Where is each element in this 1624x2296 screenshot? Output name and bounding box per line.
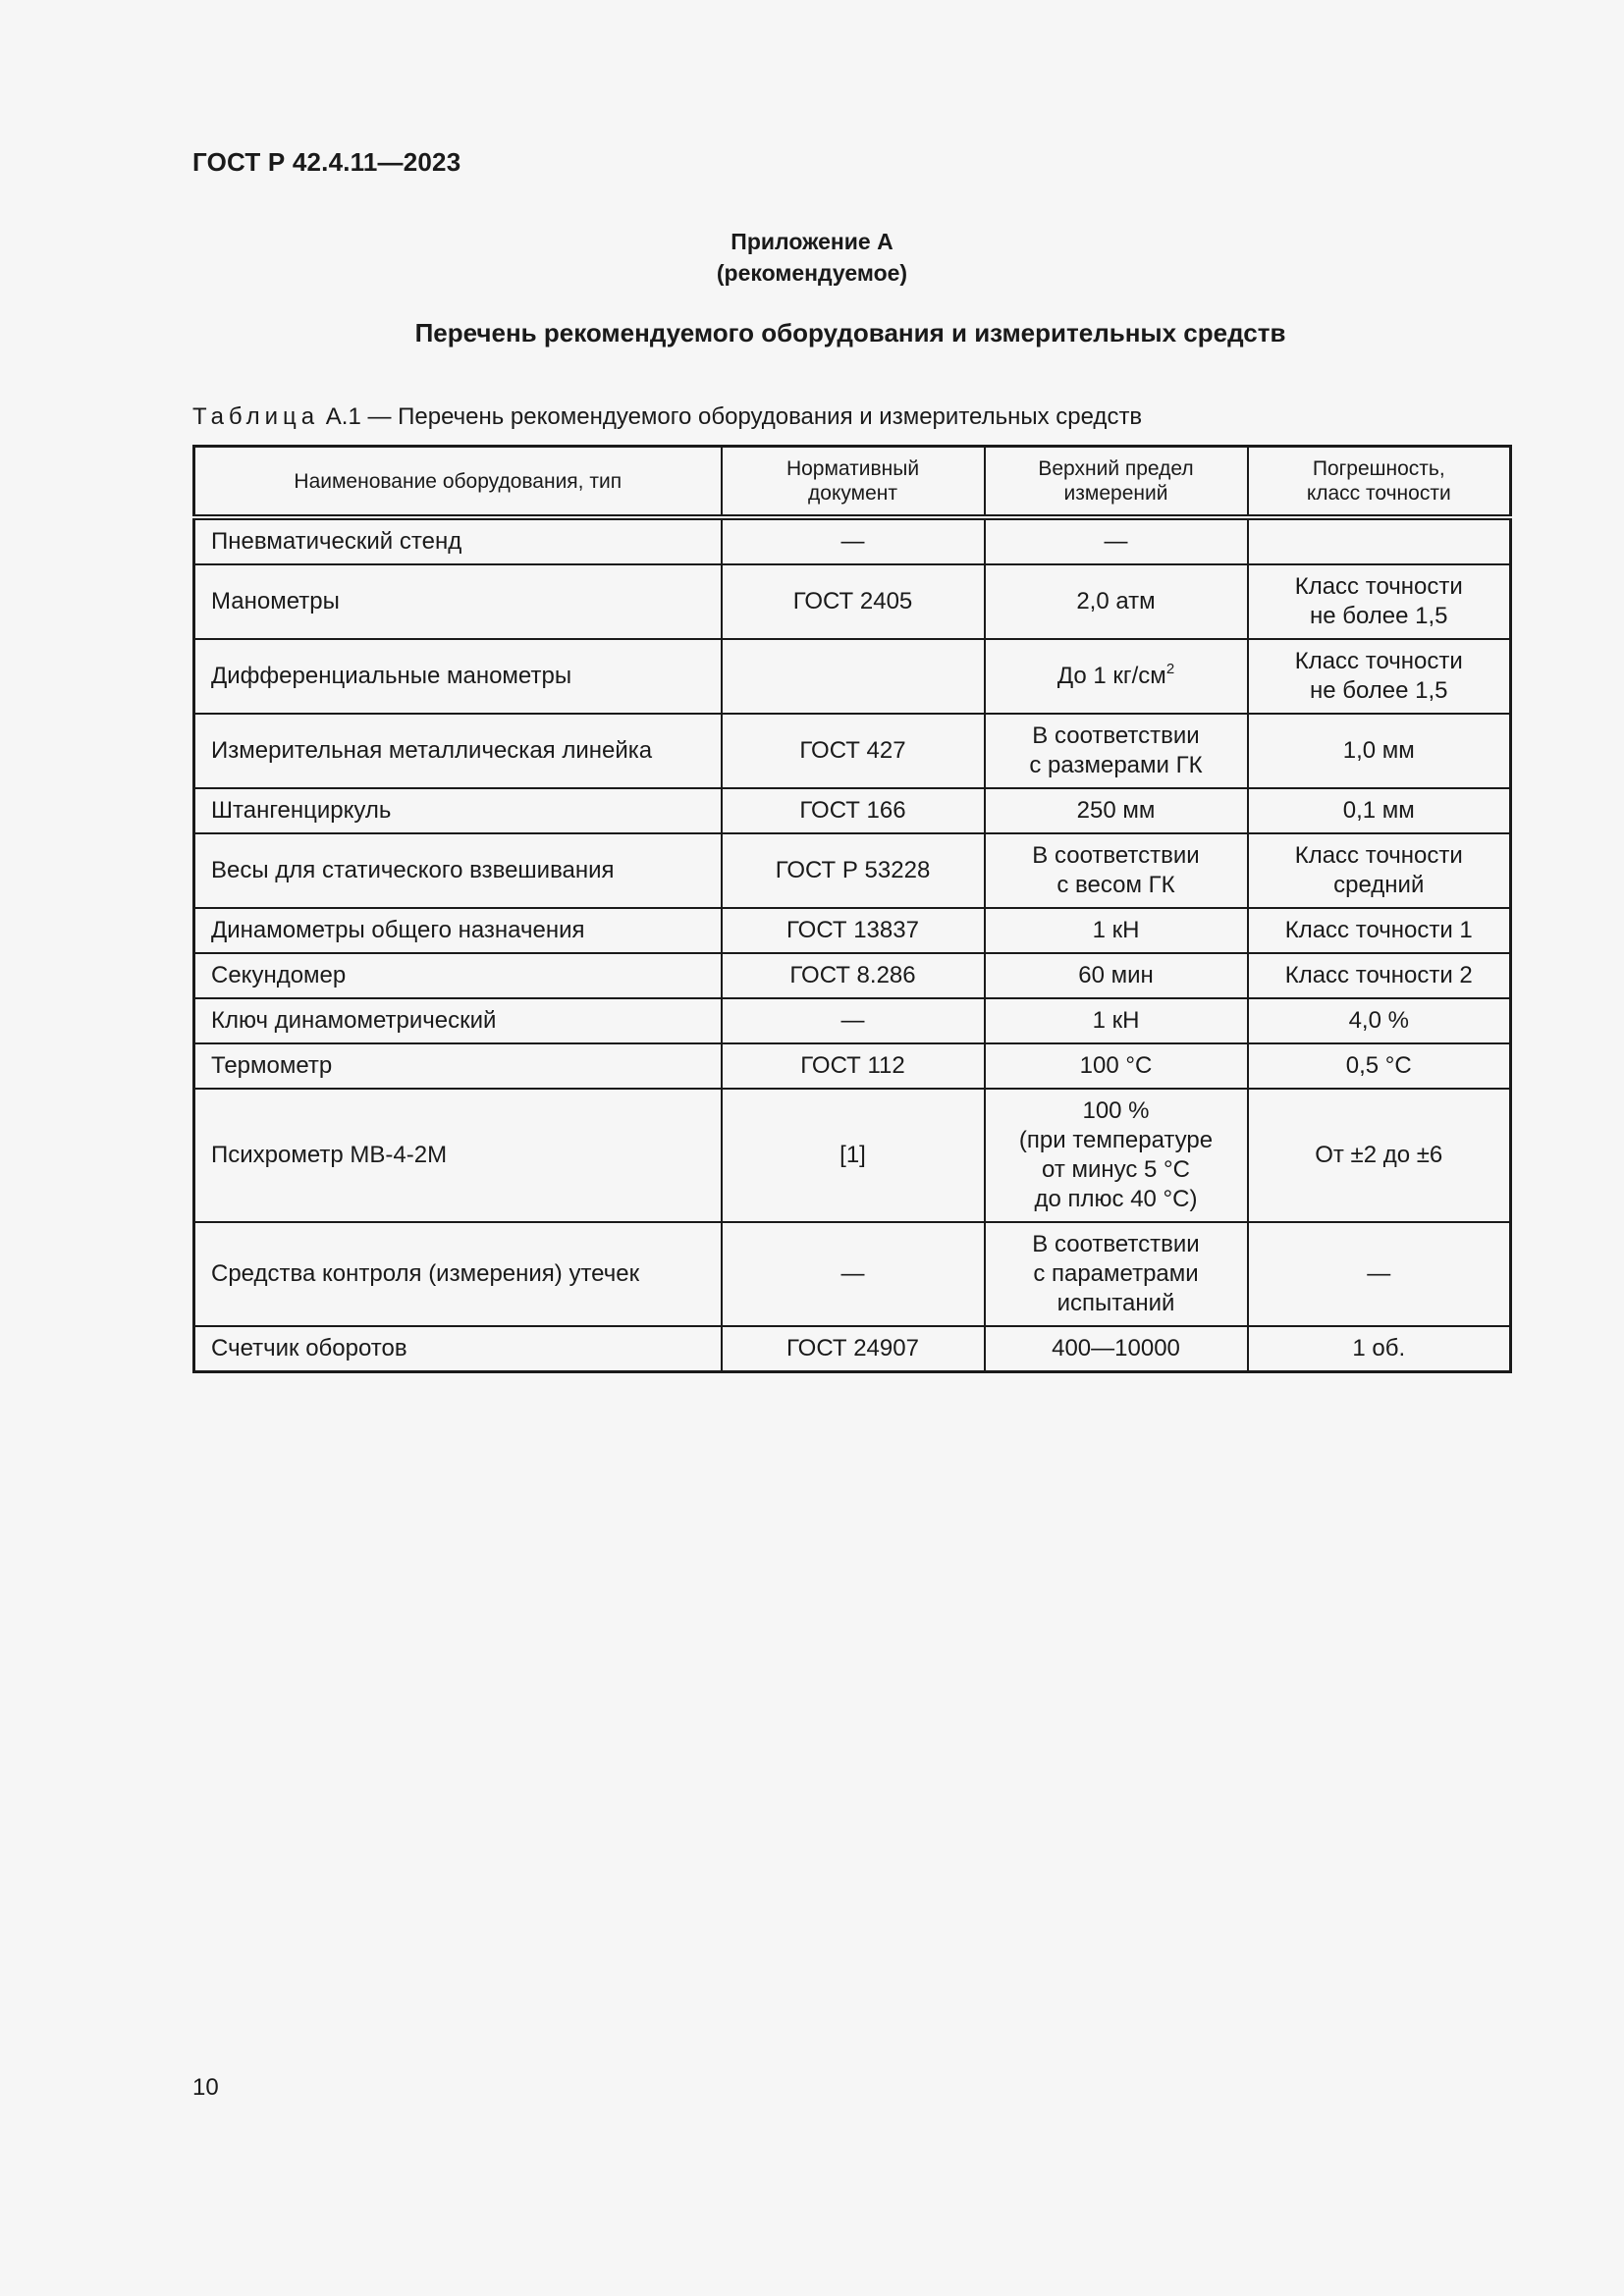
cell-accuracy: 4,0 % [1248, 998, 1511, 1043]
cell-document: ГОСТ 13837 [722, 908, 985, 953]
superscript: 2 [1165, 661, 1175, 677]
table-row [194, 998, 1511, 1043]
table-caption-prefix: Таблица [192, 403, 320, 430]
cell-accuracy: От ±2 до ±6 [1248, 1089, 1511, 1222]
cell-line: испытаний [1056, 1290, 1175, 1316]
cell-document: ГОСТ 166 [722, 788, 985, 833]
cell-line: В соответствии [1032, 722, 1200, 749]
cell-line: средний [1333, 872, 1425, 898]
cell-limit [985, 833, 1248, 908]
cell-line: не более 1,5 [1309, 677, 1448, 704]
cell-line: 100 % [1082, 1097, 1150, 1124]
cell-accuracy [1248, 639, 1511, 714]
cell-limit: 60 мин [985, 953, 1248, 998]
table-row [194, 833, 1511, 908]
cell-limit: — [985, 517, 1248, 564]
cell-line: В соответствии [1032, 1231, 1200, 1257]
cell-accuracy: 1,0 мм [1248, 714, 1511, 788]
cell-line: В соответствии [1032, 842, 1200, 869]
cell-line: до плюс 40 °С) [1034, 1186, 1198, 1212]
table-header-row [194, 447, 1511, 518]
appendix-title: Приложение А [731, 229, 893, 254]
cell-name: Секундомер [194, 953, 722, 998]
table-row [194, 1222, 1511, 1326]
cell-limit: 1 кН [985, 998, 1248, 1043]
cell-line: с размерами ГК [1029, 752, 1203, 778]
cell-limit: 250 мм [985, 788, 1248, 833]
cell-accuracy [1248, 564, 1511, 639]
cell-limit: 400—10000 [985, 1326, 1248, 1372]
header-document-line-1: Нормативный [785, 457, 920, 480]
page-number: 10 [192, 2074, 219, 2101]
cell-line: не более 1,5 [1309, 603, 1448, 629]
cell-limit [985, 714, 1248, 788]
cell-name: Динамометры общего назначения [194, 908, 722, 953]
table-row [194, 1326, 1511, 1372]
header-limit-line-1: Верхний предел [1038, 457, 1194, 480]
cell-name: Ключ динамометрический [194, 998, 722, 1043]
table-row [194, 908, 1511, 953]
appendix-status: (рекомендуемое) [716, 260, 908, 286]
table-row [194, 788, 1511, 833]
cell-limit [985, 1089, 1248, 1222]
cell-document: — [722, 998, 985, 1043]
cell-name: Штангенциркуль [194, 788, 722, 833]
section-title: Перечень рекомендуемого оборудования и измерительных средств [414, 318, 1286, 347]
header-document [722, 447, 985, 518]
cell-accuracy: 0,1 мм [1248, 788, 1511, 833]
cell-document: ГОСТ 8.286 [722, 953, 985, 998]
cell-document [722, 639, 985, 714]
document-code: ГОСТ Р 42.4.11—2023 [192, 147, 461, 177]
header-limit-line-2: измерений [1063, 482, 1168, 505]
table-caption-text: А.1 — Перечень рекомендуемого оборудования и измерительных средств [325, 403, 1143, 430]
cell-document: [1] [722, 1089, 985, 1222]
header-accuracy-line-2: класс точности [1306, 482, 1451, 505]
cell-name: Средства контроля (измерения) утечек [194, 1222, 722, 1326]
cell-line: Класс точности [1294, 573, 1463, 600]
cell-line: Класс точности [1294, 842, 1463, 869]
cell-line: (при температуре [1018, 1127, 1214, 1153]
cell-name: Психрометр МВ-4-2М [194, 1089, 722, 1222]
cell-line: Класс точности [1294, 648, 1463, 674]
table-row [194, 564, 1511, 639]
table-row [194, 1089, 1511, 1222]
cell-document: ГОСТ 2405 [722, 564, 985, 639]
header-accuracy [1248, 447, 1511, 518]
table-row [194, 639, 1511, 714]
cell-name: Измерительная металлическая линейка [194, 714, 722, 788]
cell-limit [985, 1222, 1248, 1326]
cell-name: Манометры [194, 564, 722, 639]
cell-line: с параметрами [1033, 1260, 1199, 1287]
cell-accuracy: Класс точности 2 [1248, 953, 1511, 998]
cell-name: Термометр [194, 1043, 722, 1089]
cell-accuracy: — [1248, 1222, 1511, 1326]
cell-document: ГОСТ 427 [722, 714, 985, 788]
table-caption [192, 403, 1142, 431]
header-accuracy-line-1: Погрешность, [1312, 457, 1445, 480]
table-row [194, 714, 1511, 788]
table-row [194, 1043, 1511, 1089]
cell-limit: 2,0 атм [985, 564, 1248, 639]
appendix-heading [0, 226, 1624, 289]
table-row [194, 517, 1511, 564]
cell-accuracy: 1 об. [1248, 1326, 1511, 1372]
cell-limit: 1 кН [985, 908, 1248, 953]
cell-limit [985, 639, 1248, 714]
cell-document: ГОСТ 112 [722, 1043, 985, 1089]
cell-name: Весы для статического взвешивания [194, 833, 722, 908]
cell-document: — [722, 1222, 985, 1326]
header-document-line-2: документ [808, 482, 897, 505]
cell-accuracy [1248, 517, 1511, 564]
cell-name: Дифференциальные манометры [194, 639, 722, 714]
equipment-table [192, 445, 1512, 1373]
cell-document: ГОСТ 24907 [722, 1326, 985, 1372]
header-limit [985, 447, 1248, 518]
cell-accuracy [1248, 833, 1511, 908]
cell-document: — [722, 517, 985, 564]
cell-limit: 100 °С [985, 1043, 1248, 1089]
cell-accuracy: Класс точности 1 [1248, 908, 1511, 953]
cell-name: Пневматический стенд [194, 517, 722, 564]
cell-line: с весом ГК [1056, 872, 1175, 898]
cell-accuracy: 0,5 °С [1248, 1043, 1511, 1089]
cell-name: Счетчик оборотов [194, 1326, 722, 1372]
cell-limit-text: До 1 кг/см [1056, 663, 1166, 689]
cell-line: от минус 5 °С [1042, 1156, 1190, 1183]
table-row [194, 953, 1511, 998]
cell-document: ГОСТ Р 53228 [722, 833, 985, 908]
header-name: Наименование оборудования, тип [194, 447, 722, 518]
